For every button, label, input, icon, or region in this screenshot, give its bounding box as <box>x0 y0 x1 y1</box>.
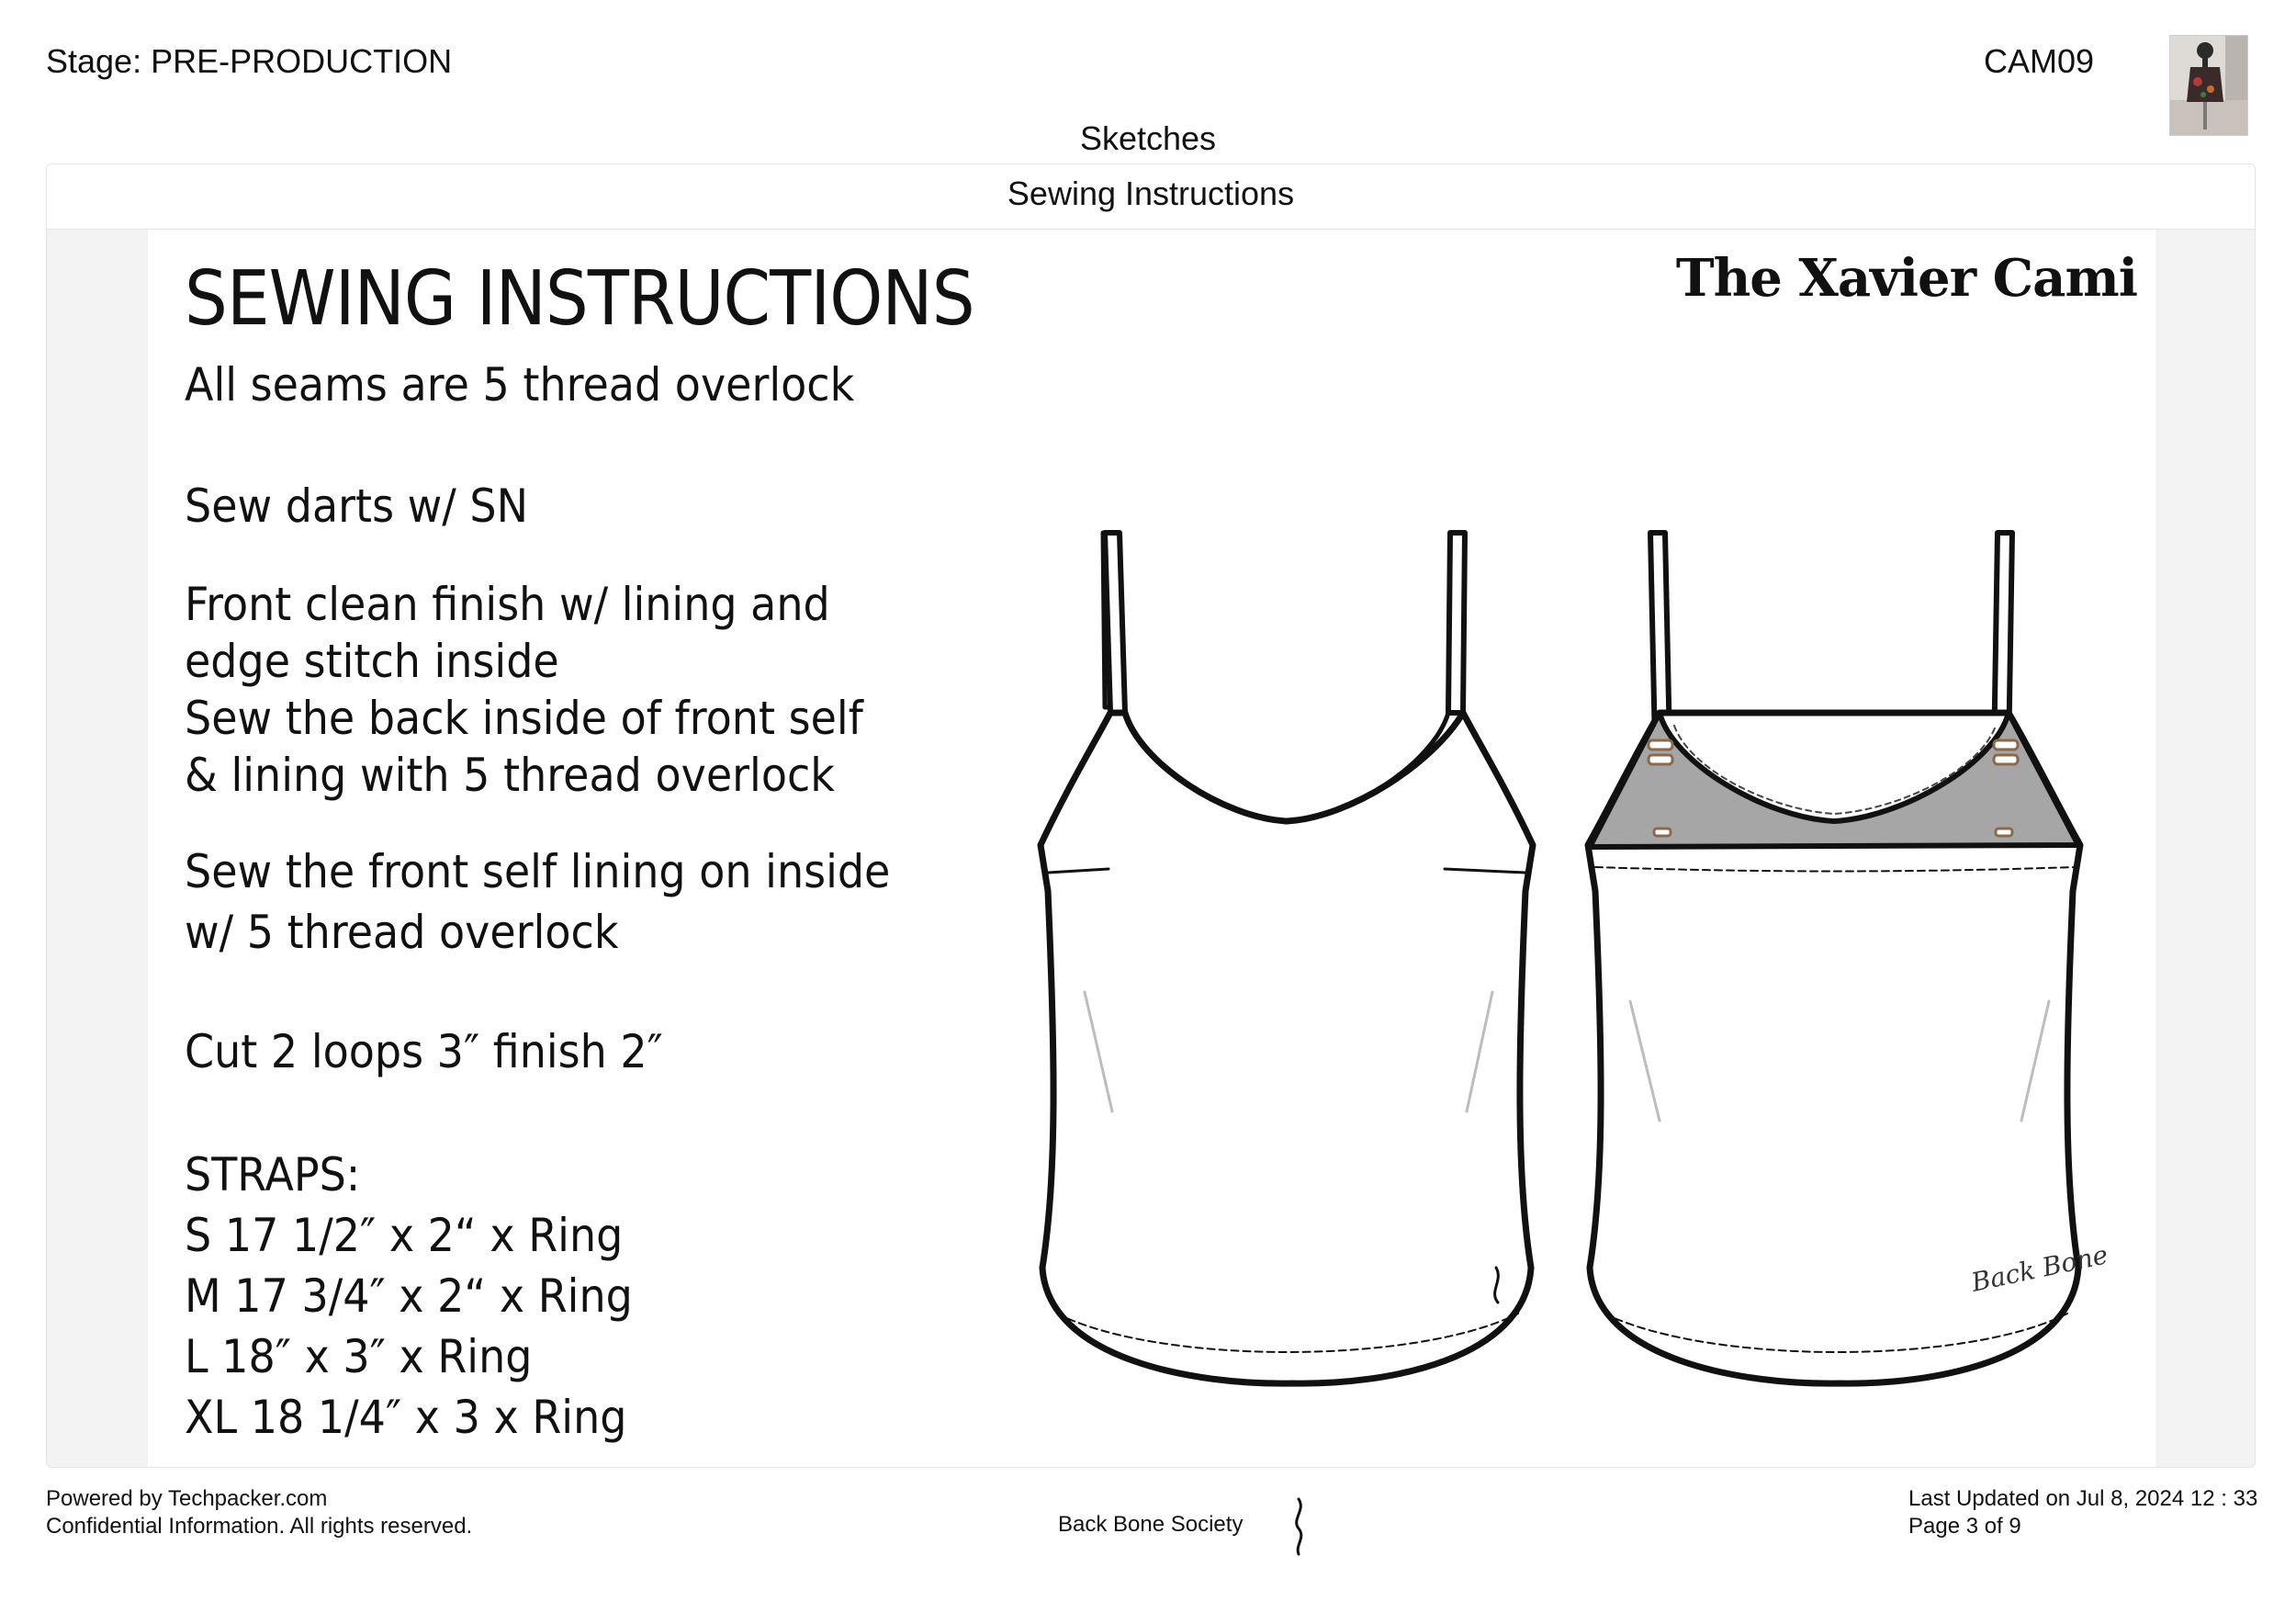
confidential-note: Confidential Information. All rights reserved. <box>46 1514 473 1539</box>
style-code: CAM09 <box>1984 42 2095 80</box>
backbone-logo-icon <box>1286 1497 1313 1561</box>
front-view-sketch <box>1041 533 1533 1383</box>
instruction-line: STRAPS: <box>185 1148 361 1201</box>
powered-by: Powered by Techpacker.com <box>46 1486 328 1511</box>
stage-label: Stage: PRE-PRODUCTION <box>46 42 453 80</box>
instruction-sheet <box>148 230 2155 1467</box>
instruction-line: Sew the front self lining on inside <box>185 845 891 898</box>
instruction-line: XL 18 1/4″ x 3 x Ring <box>185 1391 627 1444</box>
section-title: Sketches <box>1079 119 1217 157</box>
panel-title: Sewing Instructions <box>47 164 2255 230</box>
back-view-sketch <box>1588 533 2110 1383</box>
footer-right <box>1908 1485 2257 1540</box>
brand-name: The Xavier Cami <box>1675 248 2137 309</box>
last-updated: Last Updated on Jul 8, 2024 12 : 33 <box>1908 1486 2258 1511</box>
garment-sketches <box>148 230 2155 1467</box>
back-logo-text: Back Bone <box>1968 1239 2111 1298</box>
sewing-instructions-panel <box>46 164 2256 1468</box>
instruction-line: L 18″ x 3″ x Ring <box>185 1330 533 1383</box>
instruction-line: w/ 5 thread overlock <box>185 906 619 959</box>
instruction-line: Sew darts w/ SN <box>185 479 529 533</box>
instruction-line: & lining with 5 thread overlock <box>185 749 835 802</box>
instruction-line: Sew the back inside of front self <box>185 692 863 745</box>
instruction-line: M 17 3/4″ x 2“ x Ring <box>185 1269 633 1323</box>
page-number: Page 3 of 9 <box>1908 1514 2021 1539</box>
instruction-line: Front clean finish w/ lining and <box>185 578 830 631</box>
instruction-line: All seams are 5 thread overlock <box>185 358 855 412</box>
instruction-line: edge stitch inside <box>185 635 559 688</box>
footer-left <box>46 1485 472 1540</box>
sheet-title: SEWING INSTRUCTIONS <box>185 255 974 343</box>
company-name: Back Bone Society <box>1058 1512 1244 1537</box>
instruction-line: Cut 2 loops 3″ finish 2″ <box>185 1025 663 1078</box>
instruction-line: S 17 1/2″ x 2“ x Ring <box>185 1209 624 1262</box>
